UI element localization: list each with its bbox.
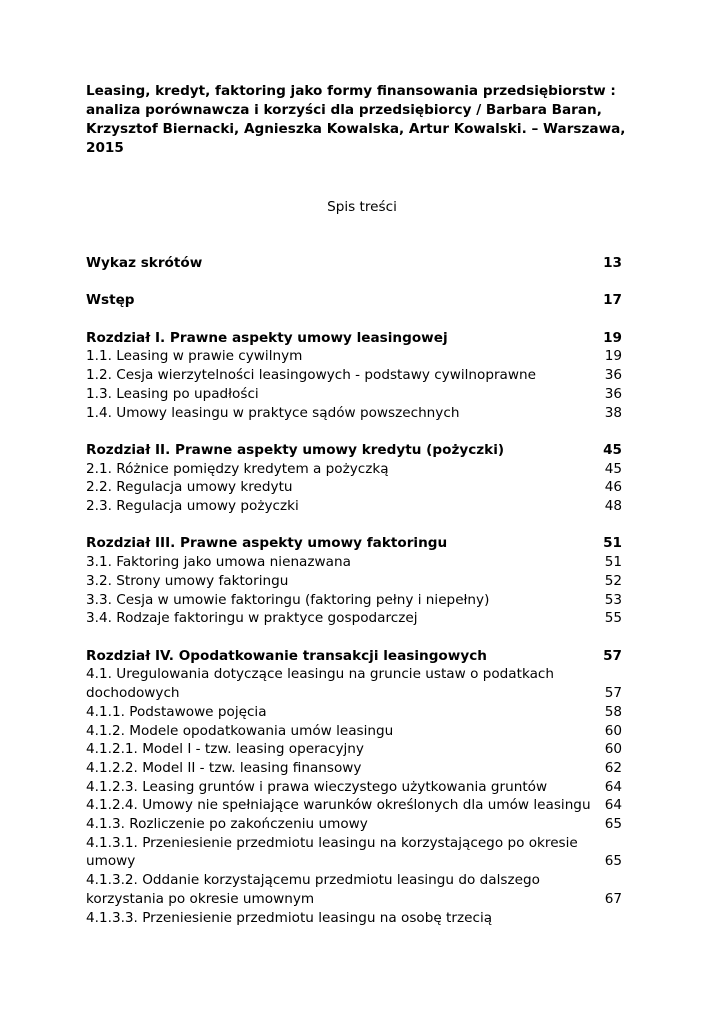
toc-entry-page-number: 19 <box>604 348 622 365</box>
toc-section-entry <box>86 385 622 404</box>
toc-section-entry <box>86 909 622 928</box>
toc-entry-page-number: 62 <box>604 759 622 776</box>
toc-entry-label-line: 4.1.2.3. Leasing gruntów i prawa wieczystego użytkowania gruntów <box>86 778 548 795</box>
toc-chapter-entry <box>86 441 622 460</box>
toc-chapter-entry <box>86 329 622 348</box>
toc-section-entry <box>86 815 622 834</box>
toc-entry-page-number: 64 <box>604 797 622 814</box>
toc-entry-label-line: korzystania po okresie umownym <box>86 890 315 907</box>
table-of-contents <box>86 254 622 927</box>
toc-entry-label-line: 2.1. Różnice pomiędzy kredytem a pożyczką <box>86 460 389 477</box>
toc-entry-label-line: 3.4. Rodzaje faktoringu w praktyce gospodarczej <box>86 610 418 627</box>
book-title-line: Leasing, kredyt, faktoring jako formy finansowania przedsiębiorstw : <box>86 83 616 99</box>
toc-chapter-entry <box>86 254 622 273</box>
toc-entry-page-number: 45 <box>604 460 622 477</box>
toc-entry-label <box>86 404 459 423</box>
toc-entry-page-number: 13 <box>603 255 622 271</box>
toc-entry-label-line: 3.2. Strony umowy faktoringu <box>86 572 289 589</box>
book-title-line: Krzysztof Biernacki, Agnieszka Kowalska, Artur Kowalski. – Warszawa, <box>86 121 626 137</box>
toc-entry-label <box>86 665 554 702</box>
toc-entry-page-number: 64 <box>604 778 622 795</box>
toc-entry-label-line: Wykaz skrótów <box>86 255 203 271</box>
toc-entry-page-number: 65 <box>604 853 622 870</box>
toc-entry-page-number: 36 <box>604 385 622 402</box>
toc-entry-label-line: 1.1. Leasing w prawie cywilnym <box>86 348 303 365</box>
toc-section-entry <box>86 553 622 572</box>
toc-chapter-entry <box>86 291 622 310</box>
toc-chapter-entry <box>86 647 622 666</box>
toc-entry-label-line: Wstęp <box>86 292 135 309</box>
toc-entry-label <box>86 497 299 516</box>
book-title <box>86 82 626 158</box>
toc-section-entry <box>86 404 622 423</box>
toc-entry-label <box>86 722 393 741</box>
toc-entry-label <box>86 740 364 759</box>
toc-entry-label-line: 2.2. Regulacja umowy kredytu <box>86 479 293 496</box>
toc-entry-label <box>86 778 547 797</box>
toc-entry-page-number: 60 <box>604 741 622 758</box>
toc-entry-page-number: 52 <box>604 572 622 589</box>
toc-entry-label <box>86 441 504 460</box>
toc-entry-label-line: 1.2. Cesja wierzytelności leasingowych - podstawy cywilnoprawne <box>86 367 536 384</box>
toc-entry-label <box>86 909 492 928</box>
toc-section-entry <box>86 460 622 479</box>
toc-entry-label-line: dochodowych <box>86 685 180 702</box>
toc-section-entry <box>86 759 622 778</box>
toc-section-entry <box>86 591 622 610</box>
toc-entry-page-number: 53 <box>604 591 622 608</box>
toc-section-entry <box>86 834 622 871</box>
toc-entry-label <box>86 478 293 497</box>
toc-entry-label-line: 1.4. Umowy leasingu w praktyce sądów powszechnych <box>86 404 460 421</box>
toc-entry-label-line: 2.3. Regulacja umowy pożyczki <box>86 498 299 515</box>
toc-entry-label-line: Rozdział IV. Opodatkowanie transakcji leasingowych <box>86 647 487 664</box>
toc-entry-label-line: 4.1.3.3. Przeniesienie przedmiotu leasingu na osobę trzecią <box>86 909 493 926</box>
toc-entry-label <box>86 647 487 666</box>
toc-chapter-entry <box>86 534 622 553</box>
book-title-line: 2015 <box>86 140 124 156</box>
toc-entry-label-line: Rozdział III. Prawne aspekty umowy faktoringu <box>86 535 448 552</box>
toc-section-entry <box>86 572 622 591</box>
toc-entry-page-number: 57 <box>604 685 622 702</box>
toc-entry-page-number: 55 <box>604 610 622 627</box>
toc-entry-label <box>86 759 361 778</box>
toc-entry-page-number: 67 <box>604 890 622 907</box>
toc-entry-label <box>86 366 536 385</box>
toc-entry-label <box>86 553 351 572</box>
toc-section-entry <box>86 665 622 702</box>
toc-entry-label <box>86 572 288 591</box>
toc-entry-page-number: 58 <box>604 703 622 720</box>
toc-entry-page-number: 46 <box>604 479 622 496</box>
toc-entry-label <box>86 460 389 479</box>
toc-entry-label-line: Rozdział II. Prawne aspekty umowy kredytu (pożyczki) <box>86 441 505 458</box>
toc-entry-label-line: 3.1. Faktoring jako umowa nienazwana <box>86 554 351 571</box>
toc-section-entry <box>86 740 622 759</box>
toc-entry-label-line: Rozdział I. Prawne aspekty umowy leasingowej <box>86 329 448 346</box>
toc-entry-page-number: 65 <box>604 816 622 833</box>
toc-entry-page-number: 38 <box>604 404 622 421</box>
toc-entry-label <box>86 347 302 366</box>
toc-entry-label-line: umowy <box>86 853 136 870</box>
toc-section-entry <box>86 871 622 908</box>
toc-entry-label <box>86 254 202 273</box>
toc-entry-label-line: 1.3. Leasing po upadłości <box>86 385 259 402</box>
toc-section-entry <box>86 478 622 497</box>
toc-entry-label-line: 4.1.2.4. Umowy nie spełniające warunków określonych dla umów leasingu <box>86 797 591 814</box>
toc-section-entry <box>86 609 622 628</box>
toc-entry-label-line: 4.1.3.2. Oddanie korzystającemu przedmiotu leasingu do dalszego <box>86 872 540 889</box>
toc-entry-label-line: 4.1.3.1. Przeniesienie przedmiotu leasingu na korzystającego po okresie <box>86 834 578 851</box>
toc-entry-page-number: 36 <box>604 367 622 384</box>
toc-entry-page-number: 17 <box>603 292 622 309</box>
toc-entry-label <box>86 834 578 871</box>
toc-heading: Spis treści <box>327 199 397 215</box>
toc-entry-page-number: 48 <box>604 498 622 515</box>
toc-entry-label-line: 4.1.2.1. Model I - tzw. leasing operacyjny <box>86 741 364 758</box>
toc-entry-label <box>86 291 135 310</box>
toc-section-entry <box>86 703 622 722</box>
toc-entry-label-line: 4.1.1. Podstawowe pojęcia <box>86 703 267 720</box>
toc-entry-label <box>86 591 489 610</box>
toc-entry-page-number: 51 <box>604 554 622 571</box>
toc-section-entry <box>86 796 622 815</box>
toc-entry-label-line: 3.3. Cesja w umowie faktoringu (faktoring pełny i niepełny) <box>86 591 490 608</box>
toc-entry-label-line: 4.1.3. Rozliczenie po zakończeniu umowy <box>86 816 368 833</box>
toc-entry-label <box>86 703 267 722</box>
toc-entry-label <box>86 815 368 834</box>
toc-entry-page-number: 51 <box>603 535 622 552</box>
book-title-line: analiza porównawcza i korzyści dla przedsiębiorcy / Barbara Baran, <box>86 102 602 118</box>
toc-section-entry <box>86 366 622 385</box>
toc-section-entry <box>86 347 622 366</box>
toc-entry-label <box>86 871 540 908</box>
toc-entry-label-line: 4.1.2.2. Model II - tzw. leasing finansowy <box>86 759 362 776</box>
toc-section-entry <box>86 778 622 797</box>
toc-entry-label <box>86 609 418 628</box>
toc-entry-page-number: 60 <box>604 722 622 739</box>
toc-entry-page-number: 19 <box>603 329 622 346</box>
toc-entry-page-number: 45 <box>603 441 622 458</box>
toc-entry-label <box>86 796 591 815</box>
toc-entry-label <box>86 329 448 348</box>
toc-entry-label <box>86 534 447 553</box>
toc-section-entry <box>86 497 622 516</box>
toc-section-entry <box>86 722 622 741</box>
toc-entry-page-number: 57 <box>603 647 622 664</box>
toc-entry-label <box>86 385 259 404</box>
toc-entry-label-line: 4.1. Uregulowania dotyczące leasingu na gruncie ustaw o podatkach <box>86 666 554 683</box>
toc-entry-label-line: 4.1.2. Modele opodatkowania umów leasingu <box>86 722 394 739</box>
